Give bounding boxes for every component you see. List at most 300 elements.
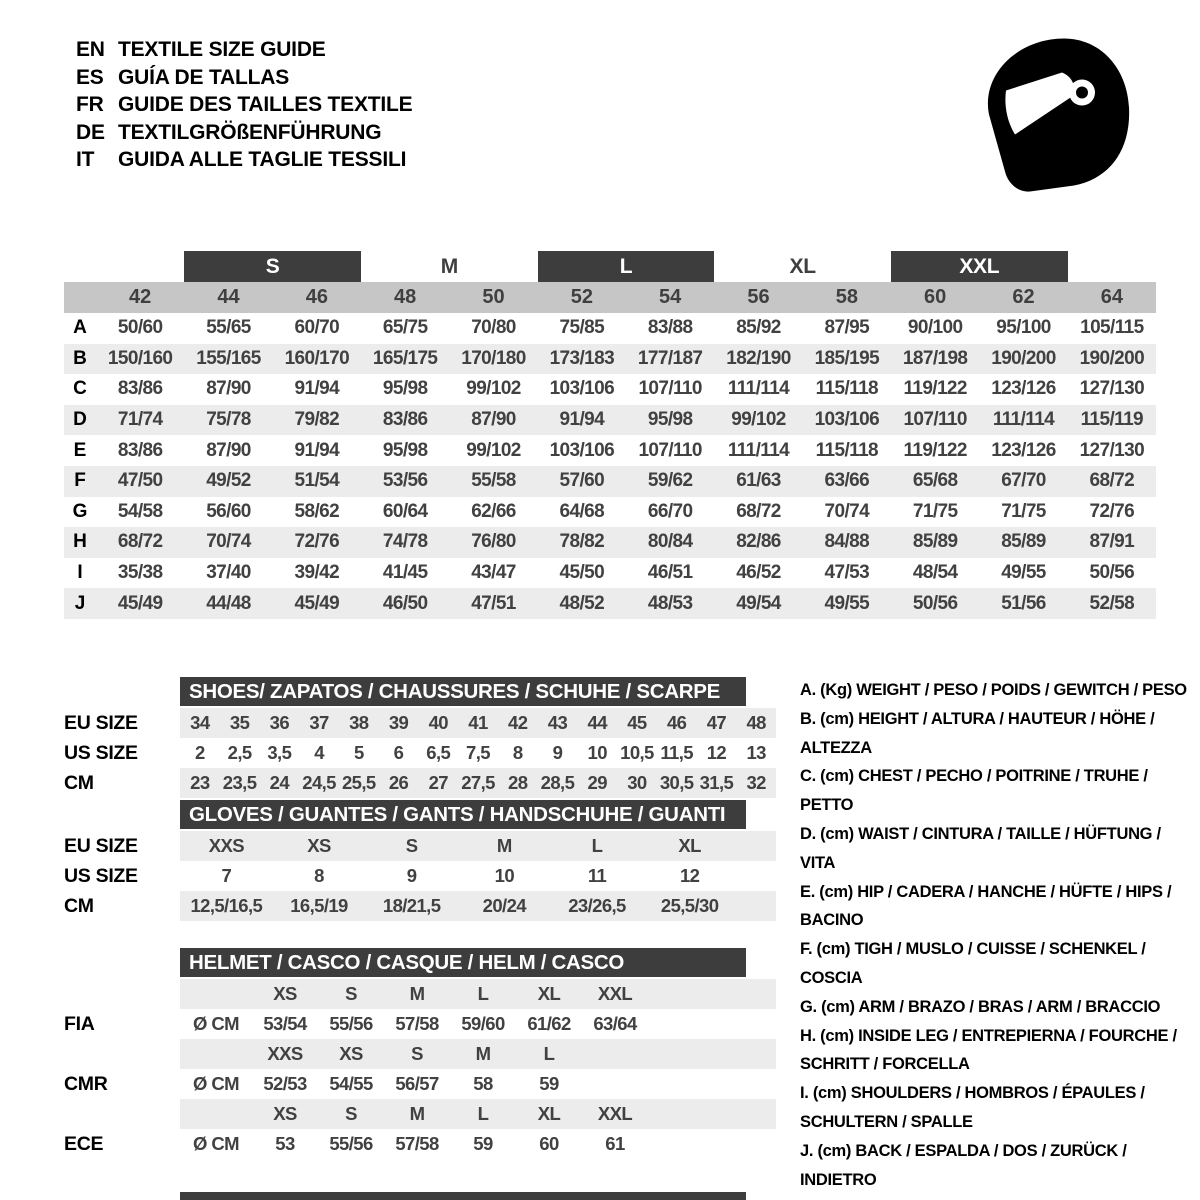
row-label: J [74, 592, 86, 614]
size-value: 8 [512, 742, 523, 763]
unit-label: Ø CM [193, 1073, 239, 1094]
standard-label: FIA [64, 1012, 95, 1035]
legend-item: A. (Kg) WEIGHT / PESO / POIDS / GEWITCH / PESO [800, 681, 1187, 699]
size-value: 5 [353, 742, 364, 763]
helmet-size-label: L [477, 983, 489, 1004]
measure-value: 75/78 [206, 409, 251, 431]
language-code: EN [76, 38, 105, 61]
guide-title: GUIDA ALLE TAGLIE TESSILI [118, 148, 407, 171]
measure-value: 173/183 [549, 347, 615, 369]
numeric-size: 46 [305, 286, 328, 308]
size-value: 36 [269, 712, 290, 733]
measure-value: 84/88 [824, 531, 870, 553]
measure-value: 53/56 [382, 470, 428, 492]
gloves-table-header: GLOVES / GUANTES / GANTS / HANDSCHUHE / GUANTI [180, 800, 746, 829]
legend-item: J. (cm) BACK / ESPALDA / DOS / ZURÜCK / INDIETRO [800, 1141, 1127, 1189]
size-value: 11 [587, 865, 607, 886]
helmet-size-label: XL [537, 983, 561, 1004]
measure-value: 63/66 [824, 470, 870, 492]
measure-value: 54/58 [117, 500, 163, 522]
numeric-size: 50 [482, 286, 505, 308]
row-label: I [77, 562, 83, 584]
measure-value: 71/75 [912, 500, 958, 522]
measure-value: 83/88 [647, 317, 693, 339]
measure-value: 41/45 [382, 562, 428, 584]
numeric-size: 52 [570, 286, 593, 308]
size-value: 12,5/16,5 [190, 895, 263, 916]
measure-value: 150/160 [107, 347, 173, 369]
main-size-table [64, 251, 1156, 619]
helmet-size-value: 59 [539, 1073, 559, 1094]
racing-helmet-icon [978, 28, 1138, 203]
helmet-size-value: 53 [275, 1133, 295, 1154]
measure-value: 65/68 [912, 470, 958, 492]
helmet-size-label: S [345, 1103, 357, 1124]
measure-value: 107/110 [903, 409, 967, 431]
standard-label: CMR [64, 1072, 108, 1095]
numeric-size: 58 [835, 286, 858, 308]
helmet-size-label: L [543, 1043, 555, 1064]
size-value: 7 [221, 865, 232, 886]
measure-value: 123/126 [991, 378, 1056, 400]
size-value: 20/24 [482, 895, 526, 916]
measure-value: 61/63 [736, 470, 781, 492]
measure-row-g [64, 497, 1156, 528]
measure-value: 115/118 [815, 378, 879, 400]
helmet-size-label: S [411, 1043, 423, 1064]
size-value: 3,5 [267, 742, 292, 763]
size-value: 26 [388, 772, 409, 793]
measure-value: 60/64 [382, 500, 428, 522]
measure-row-h [64, 527, 1156, 558]
measure-value: 111/114 [727, 439, 790, 461]
measure-value: 68/72 [1089, 470, 1135, 492]
row-label [64, 1039, 180, 1069]
language-code: FR [76, 93, 104, 116]
row-label: D [73, 409, 87, 431]
legend-item: G. (cm) ARM / BRAZO / BRAS / ARM / BRACCIO [800, 997, 1161, 1016]
size-value: 34 [190, 712, 210, 733]
row-label: A [73, 317, 87, 339]
measure-value: 68/72 [736, 500, 781, 522]
measure-value: 72/76 [1089, 500, 1135, 522]
measure-value: 45/49 [294, 592, 340, 614]
size-value: 9 [406, 865, 417, 886]
measure-value: 52/58 [1089, 592, 1135, 614]
measure-value: 80/84 [647, 531, 693, 553]
helmet-size-value: 58 [473, 1073, 493, 1094]
measure-value: 70/80 [471, 317, 516, 339]
measure-value: 72/76 [294, 531, 340, 553]
measure-value: 51/54 [294, 470, 340, 492]
measure-value: 99/102 [731, 409, 786, 431]
size-value: 25,5/30 [660, 895, 719, 916]
helmet-size-label: M [475, 1043, 491, 1064]
size-value: 12 [679, 865, 700, 886]
measure-value: 91/94 [294, 439, 340, 461]
size-value: 28,5 [540, 772, 575, 793]
measure-value: 177/187 [637, 347, 703, 369]
size-group-s: S [184, 251, 361, 282]
size-value: 30 [627, 772, 647, 793]
size-value: 11,5 [660, 742, 693, 763]
row-cells [180, 768, 776, 798]
shoes-rows-row [64, 768, 776, 798]
measure-value: 62/66 [471, 500, 516, 522]
measure-value: 160/170 [284, 347, 350, 369]
row-cells [180, 1129, 776, 1159]
legend-item: E. (cm) HIP / CADERA / HANCHE / HÜFTE / HIPS / BACINO [800, 882, 1172, 930]
measure-value: 91/94 [294, 378, 340, 400]
measure-value: 182/190 [726, 347, 791, 369]
size-value: 10,5 [620, 742, 654, 763]
row-label: G [72, 500, 88, 522]
helmet-size-label: XL [537, 1103, 561, 1124]
measure-value: 66/70 [647, 500, 693, 522]
helmet-size-label: XS [339, 1043, 363, 1064]
measure-row-b [64, 344, 1156, 375]
measure-value: 50/60 [117, 317, 163, 339]
numeric-size: 64 [1100, 286, 1123, 308]
measure-value: 67/70 [1001, 470, 1046, 492]
size-group-xl: XL [789, 254, 816, 278]
helmet-size-label: S [345, 983, 357, 1004]
measure-value: 45/49 [117, 592, 163, 614]
row-cells [180, 708, 776, 738]
helmet-values-row-fia [64, 1009, 776, 1039]
row-cells [180, 979, 776, 1009]
language-list [76, 36, 412, 174]
row-label: EU SIZE [64, 711, 138, 734]
measure-value: 99/102 [466, 439, 521, 461]
numeric-size: 42 [129, 286, 152, 308]
measure-value: 70/74 [206, 531, 251, 553]
measure-value: 115/118 [815, 439, 879, 461]
legend-item: D. (cm) WAIST / CINTURA / TAILLE / HÜFTUNG / VITA [800, 824, 1161, 872]
size-value: 46 [666, 712, 687, 733]
measure-value: 87/90 [206, 378, 251, 400]
measure-value: 95/100 [996, 317, 1051, 339]
language-row [76, 64, 412, 92]
helmet-table-header: HELMET / CASCO / CASQUE / HELM / CASCO [180, 948, 746, 977]
language-code: DE [76, 120, 105, 144]
row-label: C [73, 378, 87, 400]
gloves-rows-row [64, 891, 776, 921]
size-value: 44 [587, 712, 607, 733]
size-value: XXS [208, 835, 244, 856]
size-group-m: M [440, 254, 458, 278]
size-value: 23/26,5 [568, 895, 626, 916]
size-value: 9 [552, 742, 563, 763]
size-value: 42 [508, 712, 528, 733]
measure-value: 60/70 [294, 317, 340, 339]
unit-label: Ø CM [193, 1133, 239, 1154]
size-value: 31,5 [699, 772, 734, 793]
measure-value: 107/110 [638, 439, 702, 461]
language-row [76, 146, 412, 174]
size-value: L [591, 835, 603, 856]
measure-value: 70/74 [824, 500, 870, 522]
measure-value: 165/175 [372, 347, 438, 369]
row-label: US SIZE [64, 741, 138, 764]
measure-value: 46/51 [647, 562, 693, 584]
guide-title: GUÍA DE TALLAS [118, 65, 290, 89]
size-value: 45 [627, 712, 647, 733]
helmet-size-label: M [409, 983, 425, 1004]
standard-label: ECE [64, 1132, 104, 1155]
measure-row-j [64, 588, 1156, 619]
measure-value: 45/50 [559, 562, 605, 584]
size-value: 38 [349, 712, 369, 733]
measure-value: 71/74 [117, 409, 163, 431]
measure-value: 190/200 [1079, 347, 1145, 369]
size-value: 28 [508, 772, 528, 793]
measure-value: 95/98 [382, 378, 428, 400]
measure-value: 48/54 [912, 562, 958, 584]
measure-value: 51/56 [1001, 592, 1046, 614]
helmet-size-label: XXL [597, 983, 633, 1004]
measure-value: 47/51 [471, 592, 516, 614]
measure-value: 155/165 [196, 347, 261, 369]
size-value: 29 [587, 772, 607, 793]
measure-row-d [64, 405, 1156, 436]
size-value: 24 [269, 772, 290, 793]
measure-value: 83/86 [117, 378, 163, 400]
helmet-values-row-cmr [64, 1069, 776, 1099]
measure-value: 48/52 [559, 592, 605, 614]
measure-row-e [64, 435, 1156, 466]
measure-value: 105/115 [1080, 317, 1144, 339]
measure-value: 185/195 [814, 347, 880, 369]
measure-value: 187/198 [902, 347, 968, 369]
row-cells [180, 1069, 776, 1099]
size-value: 24,5 [302, 772, 336, 793]
measure-value: 87/90 [471, 409, 516, 431]
measure-value: 55/58 [471, 470, 516, 492]
legend-item: C. (cm) CHEST / PECHO / POITRINE / TRUHE / PETTO [800, 767, 1148, 815]
measure-value: 43/47 [471, 562, 516, 584]
helmet-sizes-row [64, 1099, 776, 1129]
measure-value: 44/48 [206, 592, 251, 614]
size-value: XS [307, 835, 331, 856]
helmet-size-value: 59/60 [461, 1013, 505, 1034]
measure-value: 85/92 [736, 317, 781, 339]
measure-value: 87/91 [1089, 531, 1135, 553]
numeric-size: 54 [659, 286, 682, 308]
measure-value: 59/62 [647, 470, 693, 492]
measure-value: 49/52 [206, 470, 251, 492]
row-cells [180, 738, 776, 768]
measure-value: 119/122 [903, 439, 967, 461]
cropped-next-section-bar [180, 1192, 746, 1200]
row-label: H [73, 531, 87, 553]
size-value: 18/21,5 [382, 895, 441, 916]
numeric-size: 56 [747, 286, 770, 308]
measure-value: 46/52 [736, 562, 781, 584]
size-value: 48 [746, 712, 766, 733]
row-label: E [73, 439, 87, 461]
size-value: 23,5 [222, 772, 257, 793]
measure-value: 55/65 [206, 317, 251, 339]
helmet-size-value: 59 [473, 1133, 493, 1154]
measure-value: 82/86 [736, 531, 781, 553]
shoes-table-header: SHOES/ ZAPATOS / CHAUSSURES / SCHUHE / SCARPE [180, 677, 746, 706]
helmet-size-label: L [477, 1103, 489, 1124]
measure-value: 85/89 [1001, 531, 1046, 553]
measure-value: 58/62 [294, 500, 340, 522]
row-cells [180, 1099, 776, 1129]
row-label: B [73, 347, 87, 369]
main-size-table-body [64, 313, 1156, 619]
measure-value: 103/106 [549, 378, 615, 400]
language-row [76, 119, 412, 147]
helmet-sizes-row [64, 979, 776, 1009]
measure-value: 68/72 [117, 531, 163, 553]
helmet-size-value: 63/64 [593, 1013, 637, 1034]
guide-title: TEXTILE SIZE GUIDE [118, 38, 326, 61]
row-label: EU SIZE [64, 834, 138, 857]
measure-value: 37/40 [206, 562, 251, 584]
measure-value: 83/86 [382, 409, 428, 431]
size-value: 16,5/19 [290, 895, 348, 916]
measure-value: 103/106 [814, 409, 880, 431]
guide-title: TEXTILGRÖßENFÜHRUNG [118, 120, 382, 144]
measure-value: 49/54 [736, 592, 781, 614]
row-label [64, 1099, 180, 1129]
helmet-size-value: 60 [539, 1133, 559, 1154]
measure-row-c [64, 374, 1156, 405]
helmet-values-row-ece [64, 1129, 776, 1159]
measure-value: 127/130 [1079, 439, 1145, 461]
size-value: 12 [706, 742, 727, 763]
size-value: 10 [587, 742, 607, 763]
size-value: 32 [746, 772, 766, 793]
helmet-size-value: 52/53 [263, 1073, 307, 1094]
measure-value: 57/60 [559, 470, 605, 492]
legend-item: F. (cm) TIGH / MUSLO / CUISSE / SCHENKEL / COSCIA [800, 940, 1146, 987]
helmet-size-value: 57/58 [395, 1013, 439, 1034]
language-code: ES [76, 65, 104, 89]
size-value: M [496, 835, 512, 856]
measure-value: 74/78 [382, 531, 428, 553]
measure-value: 65/75 [382, 317, 428, 339]
helmet-size-value: 55/56 [329, 1013, 373, 1034]
size-value: 10 [494, 865, 515, 886]
size-value: 2 [195, 742, 205, 763]
gloves-rows-row [64, 861, 776, 891]
measure-row-a [64, 313, 1156, 344]
measure-value: 75/85 [559, 317, 605, 339]
size-value: 25,5 [341, 772, 376, 793]
size-value: 40 [428, 712, 448, 733]
measure-value: 79/82 [294, 409, 340, 431]
size-group-l: L [538, 251, 715, 282]
measure-value: 50/56 [1089, 562, 1135, 584]
language-code: IT [76, 148, 95, 171]
measure-value: 78/82 [559, 531, 605, 553]
numeric-size: 44 [217, 286, 240, 308]
size-value: 6,5 [426, 742, 451, 763]
measurement-legend [800, 676, 1192, 1194]
shoes-rows-row [64, 738, 776, 768]
size-value: 30,5 [659, 772, 694, 793]
legend-item: I. (cm) SHOULDERS / HOMBROS / ÉPAULES / SCHULTERN / SPALLE [800, 1084, 1145, 1131]
size-value: 37 [309, 712, 329, 733]
helmet-size-value: 54/55 [329, 1073, 373, 1094]
size-value: 27 [428, 772, 448, 793]
measure-value: 39/42 [294, 562, 340, 584]
numeric-size: 60 [924, 286, 947, 308]
measure-value: 95/98 [382, 439, 428, 461]
row-label: US SIZE [64, 864, 138, 887]
helmet-size-value: 57/58 [395, 1133, 439, 1154]
measure-value: 127/130 [1079, 378, 1145, 400]
numeric-size-row [64, 282, 1156, 313]
helmet-size-value: 61 [605, 1133, 625, 1154]
size-group-row [64, 251, 1156, 282]
helmet-size-value: 61/62 [527, 1013, 571, 1034]
measure-value: 64/68 [559, 500, 605, 522]
measure-value: 47/50 [117, 470, 163, 492]
measure-value: 90/100 [907, 317, 963, 339]
measure-value: 87/95 [824, 317, 870, 339]
legend-item: H. (cm) INSIDE LEG / ENTREPIERNA / FOURCHE / SCHRITT / FORCELLA [800, 1026, 1177, 1074]
measure-value: 99/102 [466, 378, 521, 400]
measure-value: 87/90 [206, 439, 251, 461]
size-value: S [405, 835, 418, 856]
language-row [76, 36, 412, 64]
row-cells [180, 1039, 776, 1069]
measure-value: 76/80 [471, 531, 516, 553]
measure-value: 85/89 [912, 531, 958, 553]
measure-value: 103/106 [549, 439, 615, 461]
shoes-rows-row [64, 708, 776, 738]
size-value: 4 [314, 742, 324, 763]
numeric-size: 62 [1012, 286, 1035, 308]
row-label: CM [64, 894, 94, 917]
size-value: 43 [547, 712, 568, 733]
measure-value: 71/75 [1001, 500, 1046, 522]
measure-value: 91/94 [559, 409, 605, 431]
measure-value: 170/180 [461, 347, 526, 369]
measure-row-f [64, 466, 1156, 497]
row-label [64, 979, 180, 1009]
size-value: XL [678, 835, 701, 856]
numeric-size: 48 [394, 286, 417, 308]
size-value: 23 [190, 772, 210, 793]
row-label: F [74, 470, 86, 492]
row-label: CM [64, 771, 94, 794]
measure-value: 49/55 [824, 592, 870, 614]
measure-value: 48/53 [647, 592, 693, 614]
measure-value: 119/122 [903, 378, 967, 400]
guide-title: GUIDE DES TAILLES TEXTILE [118, 93, 413, 116]
size-value: 47 [706, 712, 727, 733]
language-row [76, 91, 412, 119]
size-value: 35 [229, 712, 250, 733]
helmet-size-label: XS [273, 1103, 297, 1124]
measure-value: 107/110 [638, 378, 702, 400]
row-cells [180, 861, 776, 891]
measure-value: 46/50 [382, 592, 428, 614]
row-cells [180, 1009, 776, 1039]
measure-value: 111/114 [727, 378, 790, 400]
helmet-sizes-row [64, 1039, 776, 1069]
size-value: 13 [746, 742, 766, 763]
size-value: 6 [393, 742, 404, 763]
size-value: 7,5 [466, 742, 490, 763]
helmet-size-label: M [409, 1103, 425, 1124]
